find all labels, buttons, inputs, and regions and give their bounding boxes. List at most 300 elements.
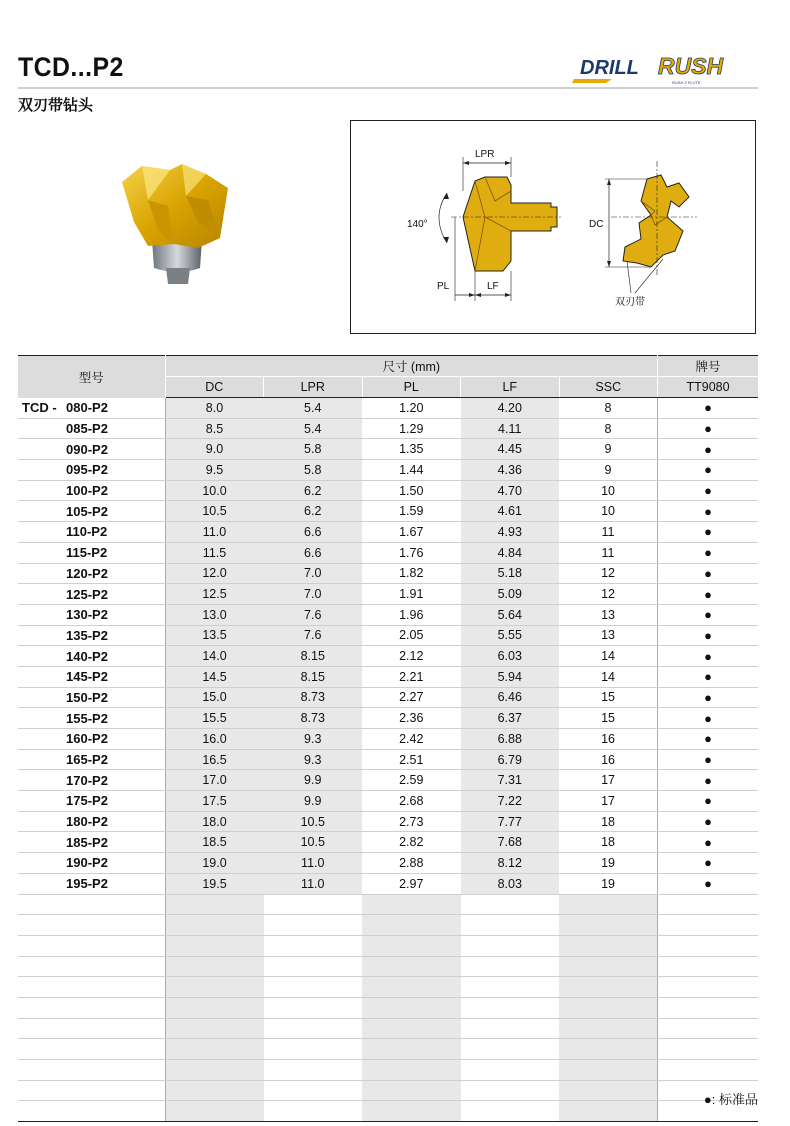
ssc-cell: 18 [559,811,658,832]
lf-cell: 6.46 [461,687,560,708]
lpr-cell: 5.8 [264,460,363,481]
blank-cell [165,1080,264,1101]
blank-cell [264,1080,363,1101]
logo-drill-text: DRILL [580,57,639,79]
dc-cell: 9.5 [165,460,264,481]
lpr-column-header: LPR [264,377,363,398]
ssc-cell: 13 [559,604,658,625]
model-code: 095-P2 [66,462,108,478]
ssc-cell: 15 [559,687,658,708]
dc-cell: 8.0 [165,398,264,419]
model-code: 130-P2 [66,607,108,623]
ssc-cell: 8 [559,398,658,419]
model-code: 125-P2 [66,586,108,602]
model-code: 110-P2 [66,524,108,540]
blank-row [18,1018,758,1039]
lf-cell: 4.36 [461,460,560,481]
blank-cell [658,935,759,956]
ssc-cell: 12 [559,584,658,605]
model-code: 170-P2 [66,772,108,788]
dc-cell: 13.0 [165,604,264,625]
dc-cell: 15.0 [165,687,264,708]
model-code: 195-P2 [66,876,108,892]
standard-dot: ● [658,563,759,584]
model-cell [18,729,165,750]
dc-label: DC [589,219,604,230]
blank-cell [18,1101,165,1122]
page-title: TCD...P2 [18,52,124,82]
blank-cell [165,1039,264,1060]
lpr-cell: 7.0 [264,563,363,584]
table-row [18,729,758,750]
dc-cell: 14.5 [165,666,264,687]
dc-cell: 11.5 [165,542,264,563]
blank-row [18,1101,758,1122]
lf-cell: 6.79 [461,749,560,770]
blank-cell [264,997,363,1018]
dc-cell: 13.5 [165,625,264,646]
blank-row [18,956,758,977]
pl-cell: 2.73 [362,811,461,832]
blank-cell [264,1101,363,1122]
pl-cell: 1.44 [362,460,461,481]
lf-cell: 5.94 [461,666,560,687]
lpr-cell: 7.6 [264,625,363,646]
blank-cell [165,894,264,915]
blank-cell [165,915,264,936]
ssc-cell: 10 [559,480,658,501]
blank-cell [362,894,461,915]
table-row [18,460,758,481]
model-code: 190-P2 [66,855,108,871]
table-row [18,522,758,543]
lpr-cell: 7.0 [264,584,363,605]
lpr-label: LPR [475,149,495,160]
pl-cell: 1.20 [362,398,461,419]
lpr-cell: 5.8 [264,439,363,460]
blank-cell [165,1101,264,1122]
lpr-cell: 9.3 [264,729,363,750]
blank-cell [362,1060,461,1081]
blank-cell [165,956,264,977]
dc-cell: 16.0 [165,729,264,750]
lpr-cell: 6.6 [264,542,363,563]
table-row [18,604,758,625]
blank-cell [461,1060,560,1081]
table-row [18,708,758,729]
pl-cell: 1.35 [362,439,461,460]
pl-cell: 2.21 [362,666,461,687]
lpr-cell: 8.73 [264,687,363,708]
lf-cell: 7.77 [461,811,560,832]
dc-cell: 12.0 [165,563,264,584]
pl-cell: 2.12 [362,646,461,667]
blank-cell [658,1060,759,1081]
ssc-cell: 16 [559,729,658,750]
blank-cell [559,1018,658,1039]
blank-cell [165,977,264,998]
blank-row [18,935,758,956]
blank-cell [461,1101,560,1122]
lpr-cell: 11.0 [264,873,363,894]
ssc-cell: 18 [559,832,658,853]
model-cell [18,460,165,481]
blank-cell [18,997,165,1018]
model-code: 090-P2 [66,441,108,457]
blank-cell [18,1039,165,1060]
lf-cell: 4.45 [461,439,560,460]
ssc-cell: 9 [559,460,658,481]
model-prefix: TCD - [22,400,57,416]
lpr-cell: 5.4 [264,418,363,439]
lf-cell: 5.64 [461,604,560,625]
lf-column-header: LF [461,377,560,398]
blank-cell [18,935,165,956]
standard-dot: ● [658,439,759,460]
blank-cell [461,1080,560,1101]
model-cell [18,687,165,708]
standard-dot: ● [658,708,759,729]
model-cell [18,522,165,543]
model-cell [18,480,165,501]
ssc-cell: 11 [559,542,658,563]
dc-cell: 17.5 [165,791,264,812]
title-divider [18,87,758,89]
blank-cell [362,1101,461,1122]
standard-dot: ● [658,729,759,750]
dc-cell: 19.0 [165,853,264,874]
model-code: 185-P2 [66,834,108,850]
lpr-cell: 8.73 [264,708,363,729]
angle-label: 140° [407,219,428,230]
pl-cell: 2.51 [362,749,461,770]
table-row [18,418,758,439]
ssc-cell: 9 [559,439,658,460]
blank-cell [165,1018,264,1039]
model-code: 105-P2 [66,503,108,519]
ssc-cell: 19 [559,873,658,894]
lf-cell: 4.70 [461,480,560,501]
pl-cell: 2.68 [362,791,461,812]
specification-table [18,355,758,1122]
table-row [18,480,758,501]
blank-cell [559,997,658,1018]
model-cell [18,791,165,812]
footnote: ●: 标准品 [703,1092,758,1107]
table-row [18,646,758,667]
blank-cell [264,915,363,936]
table-row [18,501,758,522]
standard-dot: ● [658,542,759,563]
blank-cell [18,1080,165,1101]
logo-tagline: RUSH 2 FLUTE [672,80,701,85]
lpr-cell: 9.9 [264,770,363,791]
model-code: 150-P2 [66,689,108,705]
blank-cell [559,1039,658,1060]
pl-cell: 2.82 [362,832,461,853]
model-cell [18,770,165,791]
model-cell [18,853,165,874]
lf-cell: 6.88 [461,729,560,750]
blank-cell [658,1018,759,1039]
blank-cell [658,894,759,915]
model-code: 165-P2 [66,752,108,768]
standard-dot: ● [658,398,759,419]
model-cell [18,439,165,460]
standard-dot: ● [658,522,759,543]
blank-cell [559,1080,658,1101]
pl-cell: 2.05 [362,625,461,646]
blank-row [18,1039,758,1060]
table-row [18,770,758,791]
lpr-cell: 9.9 [264,791,363,812]
pl-label: PL [437,281,450,292]
pl-cell: 2.59 [362,770,461,791]
blank-cell [658,997,759,1018]
lpr-cell: 10.5 [264,832,363,853]
model-cell [18,584,165,605]
dimension-header: 尺寸 (mm) [165,356,658,377]
blank-row [18,894,758,915]
model-code: 115-P2 [66,545,108,561]
blank-cell [461,977,560,998]
blank-cell [165,935,264,956]
pl-cell: 2.27 [362,687,461,708]
model-code: 080-P2 [66,400,108,416]
dc-cell: 15.5 [165,708,264,729]
model-code: 085-P2 [66,421,108,437]
ssc-cell: 14 [559,666,658,687]
lpr-cell: 9.3 [264,749,363,770]
model-code: 175-P2 [66,793,108,809]
blank-cell [18,894,165,915]
blank-cell [658,956,759,977]
model-cell [18,501,165,522]
blank-cell [658,915,759,936]
pl-cell: 1.76 [362,542,461,563]
blank-cell [362,997,461,1018]
standard-dot: ● [658,418,759,439]
ssc-cell: 15 [559,708,658,729]
lpr-cell: 6.2 [264,480,363,501]
ssc-cell: 16 [559,749,658,770]
pl-cell: 2.97 [362,873,461,894]
lf-cell: 6.03 [461,646,560,667]
model-cell [18,646,165,667]
model-cell [18,625,165,646]
blank-cell [362,956,461,977]
lpr-cell: 7.6 [264,604,363,625]
standard-dot: ● [658,770,759,791]
blank-cell [559,1060,658,1081]
ssc-cell: 17 [559,791,658,812]
blank-cell [362,1080,461,1101]
grade-column-header: TT9080 [658,377,759,398]
ssc-cell: 12 [559,563,658,584]
table-row [18,666,758,687]
standard-dot: ● [658,687,759,708]
model-code: 145-P2 [66,669,108,685]
model-cell [18,604,165,625]
standard-dot: ● [658,832,759,853]
blank-cell [559,1101,658,1122]
blank-cell [362,1039,461,1060]
dc-cell: 19.5 [165,873,264,894]
standard-dot: ● [658,791,759,812]
dc-cell: 11.0 [165,522,264,543]
ssc-column-header: SSC [559,377,658,398]
lf-cell: 5.18 [461,563,560,584]
model-cell [18,542,165,563]
table-row [18,625,758,646]
blank-cell [18,956,165,977]
standard-dot: ● [658,584,759,605]
drill-head-image [108,160,244,290]
table-row [18,439,758,460]
table-row [18,563,758,584]
pl-cell: 1.50 [362,480,461,501]
page-subtitle: 双刃带钻头 [18,97,94,114]
standard-dot: ● [658,811,759,832]
lf-cell: 4.20 [461,398,560,419]
table-row [18,687,758,708]
blank-row [18,1080,758,1101]
table-row [18,749,758,770]
lf-cell: 4.93 [461,522,560,543]
lf-cell: 7.68 [461,832,560,853]
pl-column-header: PL [362,377,461,398]
lpr-cell: 10.5 [264,811,363,832]
model-cell [18,749,165,770]
blank-cell [264,935,363,956]
blank-cell [559,935,658,956]
pl-cell: 2.36 [362,708,461,729]
standard-dot: ● [658,666,759,687]
blank-cell [461,1018,560,1039]
lf-cell: 7.22 [461,791,560,812]
table-row [18,584,758,605]
standard-dot: ● [658,873,759,894]
pl-cell: 2.88 [362,853,461,874]
model-cell [18,708,165,729]
model-code: 160-P2 [66,731,108,747]
blank-cell [461,894,560,915]
model-cell [18,873,165,894]
ssc-cell: 11 [559,522,658,543]
lf-cell: 4.61 [461,501,560,522]
ssc-cell: 17 [559,770,658,791]
standard-dot: ● [658,749,759,770]
blank-cell [264,894,363,915]
dc-cell: 12.5 [165,584,264,605]
blank-cell [658,1039,759,1060]
model-code: 140-P2 [66,648,108,664]
model-cell [18,418,165,439]
blank-cell [658,977,759,998]
blank-cell [264,977,363,998]
blank-cell [362,977,461,998]
model-column-header: 型号 [18,356,165,398]
dc-cell: 16.5 [165,749,264,770]
blank-cell [362,935,461,956]
dc-cell: 8.5 [165,418,264,439]
dc-column-header: DC [165,377,264,398]
model-cell [18,563,165,584]
dc-cell: 10.0 [165,480,264,501]
model-cell [18,398,165,419]
model-cell [18,832,165,853]
model-code: 100-P2 [66,483,108,499]
lf-label: LF [487,281,499,292]
pl-cell: 1.59 [362,501,461,522]
ssc-cell: 19 [559,853,658,874]
table-body [18,398,758,1122]
drillrush-logo [572,52,760,86]
standard-dot: ● [658,646,759,667]
dc-cell: 18.0 [165,811,264,832]
table-row [18,811,758,832]
table-row [18,873,758,894]
blank-cell [362,915,461,936]
blank-cell [461,956,560,977]
table-row [18,791,758,812]
pl-cell: 1.96 [362,604,461,625]
model-code: 135-P2 [66,627,108,643]
lpr-cell: 5.4 [264,398,363,419]
lf-cell: 5.09 [461,584,560,605]
lf-cell: 4.84 [461,542,560,563]
blank-cell [264,956,363,977]
ssc-cell: 8 [559,418,658,439]
model-code: 180-P2 [66,814,108,830]
pl-cell: 1.29 [362,418,461,439]
dc-cell: 9.0 [165,439,264,460]
model-code: 120-P2 [66,565,108,581]
lpr-cell: 6.6 [264,522,363,543]
pl-cell: 1.82 [362,563,461,584]
ssc-cell: 10 [559,501,658,522]
table-row [18,853,758,874]
blank-cell [165,997,264,1018]
lpr-cell: 6.2 [264,501,363,522]
blank-cell [559,956,658,977]
standard-dot: ● [658,501,759,522]
blank-cell [18,915,165,936]
blank-cell [18,1018,165,1039]
lpr-cell: 8.15 [264,646,363,667]
model-cell [18,666,165,687]
table-row [18,832,758,853]
dc-cell: 14.0 [165,646,264,667]
dc-cell: 18.5 [165,832,264,853]
dc-cell: 10.5 [165,501,264,522]
blank-cell [461,915,560,936]
lpr-cell: 11.0 [264,853,363,874]
blank-cell [362,1018,461,1039]
blank-cell [559,894,658,915]
standard-dot: ● [658,625,759,646]
dimension-diagram [350,120,756,334]
lf-cell: 6.37 [461,708,560,729]
pl-cell: 1.67 [362,522,461,543]
blank-cell [461,1039,560,1060]
lf-cell: 8.03 [461,873,560,894]
dc-cell: 17.0 [165,770,264,791]
model-cell [18,811,165,832]
lf-cell: 5.55 [461,625,560,646]
table-row [18,542,758,563]
blank-row [18,997,758,1018]
